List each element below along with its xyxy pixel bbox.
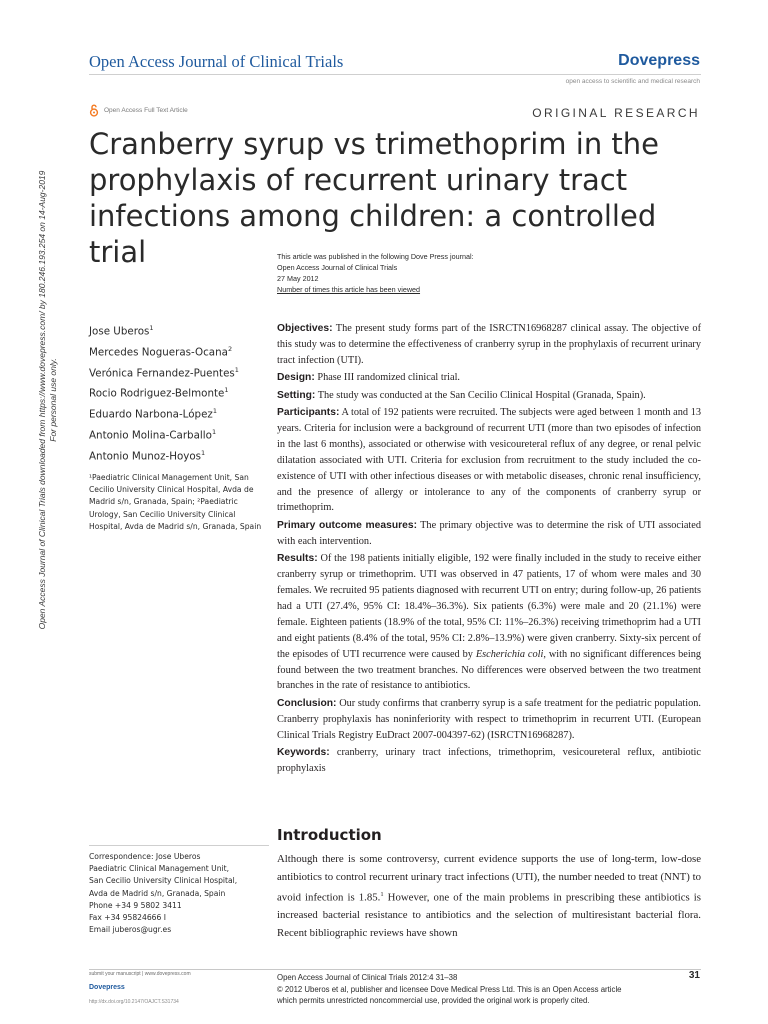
correspondence-author: Correspondence: Jose Uberos [89, 852, 201, 861]
author-name: Antonio Molina-Carballo$^1$ [89, 428, 217, 442]
citation-line: Open Access Journal of Clinical Trials 2012:4 31–38 [277, 973, 458, 982]
journal-title[interactable]: Open Access Journal of Clinical Trials [89, 52, 344, 71]
license-line: which permits unrestricted noncommercial use, provided the original work is properly cited. [277, 996, 590, 1005]
footer-publisher-logo[interactable]: Dovepress [89, 984, 125, 991]
views-link[interactable]: Number of times this article has been viewed [277, 285, 421, 294]
footer-divider [89, 969, 701, 970]
open-access-icon [89, 104, 99, 117]
doi-link[interactable]: http://dx.doi.org/10.2147/OAJCT.S31734 [89, 999, 179, 1005]
affiliations: ¹Paediatric Clinical Management Unit, San Cecilio University Clinical Hospital, Avda de Madrid s/n, Granada, Spain; ²Paediatric Urology, San Cecilio University Clinical Hospital, Avda de Madrid s/n, Granada, Spain [89, 473, 262, 531]
abstract-primary-outcome: Primary outcome measures: The primary objective was to determine the risk of UTI associated with each intervention. [277, 519, 701, 547]
abstract [277, 321, 701, 778]
page-number: 31 [688, 970, 700, 981]
footer-left [89, 971, 191, 1005]
header-divider [89, 74, 701, 75]
abstract-keywords: Keywords: cranberry, urinary tract infections, trimethoprim, vesicoureteral reflux, antibiotic prophylaxis [277, 747, 701, 774]
publication-notice-journal: Open Access Journal of Clinical Trials [277, 263, 398, 272]
download-note [37, 160, 59, 640]
reference-link[interactable]: 1 [380, 891, 384, 899]
correspondence-email[interactable]: Email juberos@ugr.es [89, 925, 172, 935]
download-note-usage: For personal use only. [48, 358, 58, 442]
introduction-text: Although there is some controversy, current evidence supports the use of long-term, low-dose antibiotics to control recurrent urinary tract infections (UTI), the number needed to treat (NNT) to avoid infection is 1.85.$^1$ However, one of the main problems in prescribing these antibiotics is increased bacterial resistance to antibiotics and the selection of multiresistant bacterial flora. Recent bibliographic reviews have shown [277, 853, 701, 939]
publication-notice-intro: This article was published in the following Dove Press journal: [277, 252, 474, 261]
author-name: Rocio Rodriguez-Belmonte$^1$ [89, 386, 229, 400]
copyright-line: © 2012 Uberos et al, publisher and licensee Dove Medical Press Ltd. This is an Open Access article [277, 984, 622, 994]
submit-manuscript-link[interactable]: submit your manuscript | www.dovepress.com [89, 971, 191, 977]
correspondence-fax: Fax +34 95824666 I [89, 913, 166, 923]
correspondence-address: Avda de Madrid s/n, Granada, Spain [89, 888, 226, 898]
correspondence-unit: Paediatric Clinical Management Unit, [89, 864, 230, 874]
publication-date: 27 May 2012 [277, 274, 319, 283]
correspondence-phone: Phone +34 9 5802 3411 [89, 900, 182, 910]
open-access-label: Open Access Full Text Article [104, 107, 188, 114]
abstract-objectives: Objectives: The present study forms part of the ISRCTN16968287 clinical assay. The objective of this study was to determine the effectiveness of cranberry syrup in the prophylaxis of recurrent urinary tract infection (UTI). [277, 323, 701, 366]
open-access-badge [89, 104, 188, 117]
correspondence [89, 851, 274, 936]
abstract-results: Results: Of the 198 patients initially eligible, 192 were finally included in the study to receive either cranberry syrup or trimethoprim. UTI was observed in 47 patients, 17 of whom were males and 30 females. We recruited 95 patients diagnosed with recurrent UTI on entry; during follow-up, 26 patients had a UTI (27.4%, 95% CI: 18.4%–36.3%). Six patients (6.3%) were male and 20 (21.1%) were female. Eighteen patients (18.9% of the total, 95% CI: 11%–26.3%) receiving trimethoprim had a UTI and eight patients (8.4% of the total, 95% CI: 2.8%–13.9%) were given cranberry. Sixty-six percent of the episodes of UTI recurrence were caused by Escherichia coli, with no significant differences being found between the two treatment branches. No differences were observed between the two treatment branches in the rate of resistance to antibiotics. [277, 553, 702, 692]
author-name: Eduardo Narbona-López$^1$ [89, 407, 217, 421]
article-title: Cranberry syrup vs trimethoprim in the prophylaxis of recurrent urinary tract infections among children: a controlled trial [89, 127, 660, 269]
publisher-tagline: open access to scientific and medical research [565, 78, 700, 85]
author-name: Mercedes Nogueras-Ocana$^2$ [89, 344, 233, 359]
abstract-participants: Participants: A total of 192 patients were recruited. The subjects were aged between 1 month and 13 years. Criteria for inclusion were a background of recurrent UTI (more than two episodes of infection in the last 6 months), associated or otherwise with vesicoureteral reflux of any degree, or renal pelvic dilatation associated with UTI. Criteria for exclusion from recruitment to the study included the co-existence of UTI with other infectious diseases or with metabolic diseases, chronic renal insufficiency, and the presence of allergy or intolerance to any of the components of cranberry syrup or trimethoprim. [277, 407, 701, 514]
abstract-conclusion: Conclusion: Our study confirms that cranberry syrup is a safe treatment for the pediatric population. Cranberry prophylaxis has noninferiority with respect to trimethoprim in recurrent UTI. (European Clinical Trials Registry EuDract 2007-004397-62) (ISRCTN16968287). [277, 697, 701, 741]
footer-citation [277, 972, 697, 1007]
article-type: ORIGINAL RESEARCH [532, 106, 700, 120]
correspondence-hospital: San Cecilio University Clinical Hospital, [89, 876, 238, 886]
abstract-setting: Setting: The study was conducted at the San Cecilio Clinical Hospital (Granada, Spain). [277, 389, 646, 401]
correspondence-divider [89, 845, 269, 846]
author-name: Antonio Munoz-Hoyos$^1$ [89, 448, 206, 463]
abstract-design: Design: Phase III randomized clinical trial. [277, 372, 461, 384]
author-list [89, 320, 269, 466]
author-name: Jose Uberos$^1$ [89, 324, 154, 338]
publisher-logo[interactable]: Dovepress [618, 52, 700, 69]
author-name: Verónica Fernandez-Puentes$^1$ [89, 365, 239, 380]
introduction-heading: Introduction [277, 826, 382, 844]
publication-notice [277, 251, 474, 295]
download-note-source: Open Access Journal of Clinical Trials downloaded from https://www.dovepress.com/ by 180.246.193.254 on 14-Aug-2019 [37, 170, 47, 630]
